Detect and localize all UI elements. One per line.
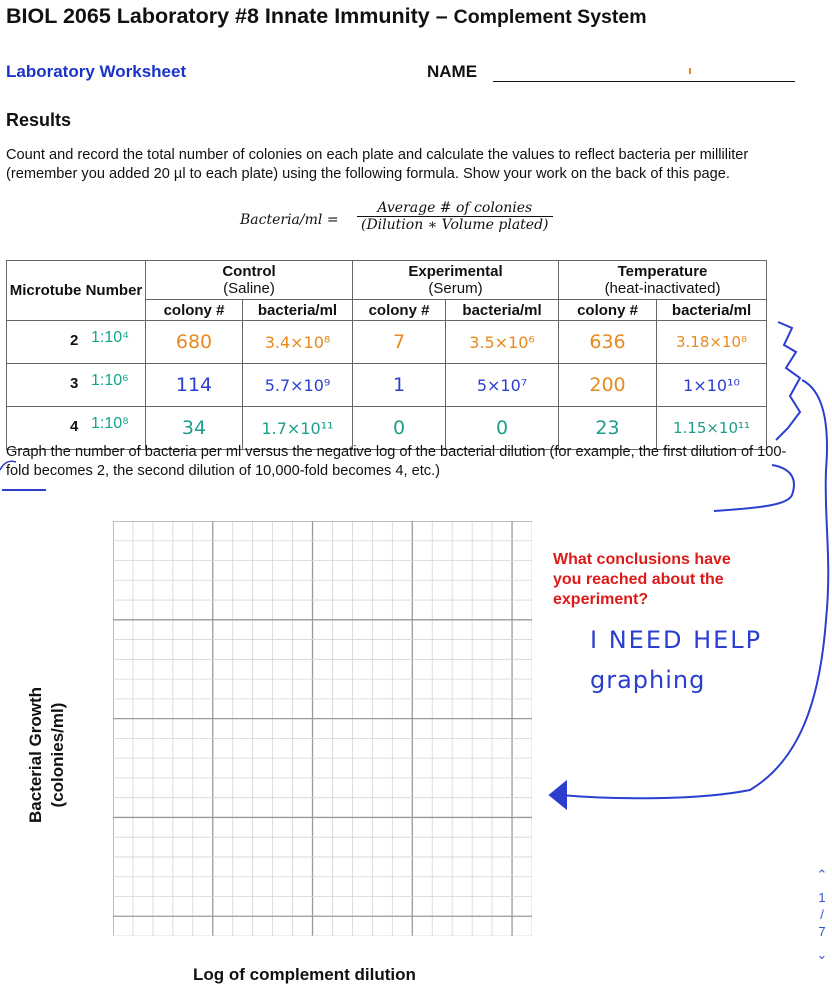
formula-lhs: Bacteria/ml = [240, 212, 339, 228]
results-heading: Results [6, 110, 72, 130]
results-instructions: Count and record the total number of colonies on each plate and calculate the values to reflect bacteria per milliliter (remember you added 20 µl to each plate) using the following formula. Show your work on the back of this page. [6, 147, 749, 182]
microtube-number: 2 [70, 332, 79, 349]
page-total: 7 [818, 924, 826, 939]
handwritten-line: graphing [590, 666, 706, 694]
cell-control-bacteria[interactable]: 3.4×10⁸ [243, 321, 353, 364]
group-detail: (heat-inactivated) [604, 280, 721, 297]
name-label: NAME [427, 62, 478, 81]
name-field-line[interactable] [493, 81, 795, 82]
group-detail: (Serum) [428, 280, 483, 297]
sub-header: colony # [559, 300, 657, 321]
cell-temperature-bacteria[interactable]: 3.18×10⁸ [657, 321, 767, 364]
cell-experimental-colony[interactable]: 7 [353, 321, 446, 364]
cell-temperature-colony[interactable]: 636 [559, 321, 657, 364]
dilution-note: 1:10⁸ [91, 415, 129, 432]
page-title [6, 4, 647, 29]
group-detail: (Saline) [223, 280, 275, 297]
group-name: Control [222, 263, 276, 280]
cell-experimental-bacteria[interactable]: 3.5×10⁶ [446, 321, 559, 364]
group-name: Temperature [617, 263, 708, 280]
title-sub: Complement System [453, 6, 647, 28]
sub-header: bacteria/ml [243, 300, 353, 321]
sub-header: colony # [353, 300, 446, 321]
formula-fraction [357, 200, 553, 233]
y-label-line1: Bacterial Growth [26, 686, 45, 824]
group-name: Experimental [408, 263, 503, 280]
group-header-experimental [353, 261, 559, 300]
handwritten-line: I NEED HELP [590, 626, 763, 654]
arrow-head [550, 782, 566, 808]
chevron-down-icon[interactable]: ⌄ [816, 947, 828, 962]
worksheet-label: Laboratory Worksheet [6, 62, 187, 81]
cell-control-colony[interactable]: 114 [146, 364, 243, 407]
page-navigator [812, 866, 832, 963]
row-number-cell [7, 321, 146, 364]
graph-instructions: Graph the number of bacteria per ml versus the negative log of the bacterial dilution (for example, the first dilution of 100-fold becomes 2, the second dilution of 10,000-fold becomes 4, etc.) [6, 444, 787, 479]
cell-temperature-colony[interactable]: 23 [559, 407, 657, 450]
cell-control-bacteria[interactable]: 1.7×10¹¹ [243, 407, 353, 450]
microtube-number: 4 [70, 418, 79, 435]
cell-temperature-bacteria[interactable]: 1.15×10¹¹ [657, 407, 767, 450]
formula-denominator: (Dilution ∗ Volume plated) [361, 217, 549, 233]
sub-header: bacteria/ml [446, 300, 559, 321]
row-header: Microtube Number [7, 261, 146, 321]
y-axis-label [25, 625, 75, 885]
graph-paper[interactable] [113, 521, 532, 936]
dilution-note: 1:10⁶ [91, 372, 129, 389]
y-label-line2: (colonies/ml) [48, 702, 67, 808]
table-row [7, 364, 767, 407]
row-number-cell [7, 364, 146, 407]
cell-experimental-colony[interactable]: 0 [353, 407, 446, 450]
page-separator: / [820, 907, 824, 922]
brace-stroke [776, 322, 800, 440]
table-row [7, 321, 767, 364]
results-table [6, 260, 767, 450]
microtube-number: 3 [70, 375, 79, 392]
cell-experimental-bacteria[interactable]: 0 [446, 407, 559, 450]
group-header-control [146, 261, 353, 300]
cell-experimental-bacteria[interactable]: 5×10⁷ [446, 364, 559, 407]
page-current: 1 [818, 890, 826, 905]
conclusion-question: What conclusions have you reached about the experiment? [553, 551, 731, 608]
cell-control-bacteria[interactable]: 5.7×10⁹ [243, 364, 353, 407]
sub-header: colony # [146, 300, 243, 321]
sub-header: bacteria/ml [657, 300, 767, 321]
cell-control-colony[interactable]: 34 [146, 407, 243, 450]
cell-temperature-bacteria[interactable]: 1×10¹⁰ [657, 364, 767, 407]
handwritten-answer[interactable] [590, 620, 762, 700]
cell-control-colony[interactable]: 680 [146, 321, 243, 364]
dilution-note: 1:10⁴ [91, 329, 130, 346]
x-axis-label: Log of complement dilution [193, 965, 416, 984]
formula-numerator: Average # of colonies [377, 200, 533, 216]
cell-experimental-colony[interactable]: 1 [353, 364, 446, 407]
cell-temperature-colony[interactable]: 200 [559, 364, 657, 407]
chevron-up-icon[interactable]: ⌃ [816, 867, 828, 882]
title-main: BIOL 2065 Laboratory #8 Innate Immunity – [6, 4, 448, 28]
group-header-temperature [559, 261, 767, 300]
